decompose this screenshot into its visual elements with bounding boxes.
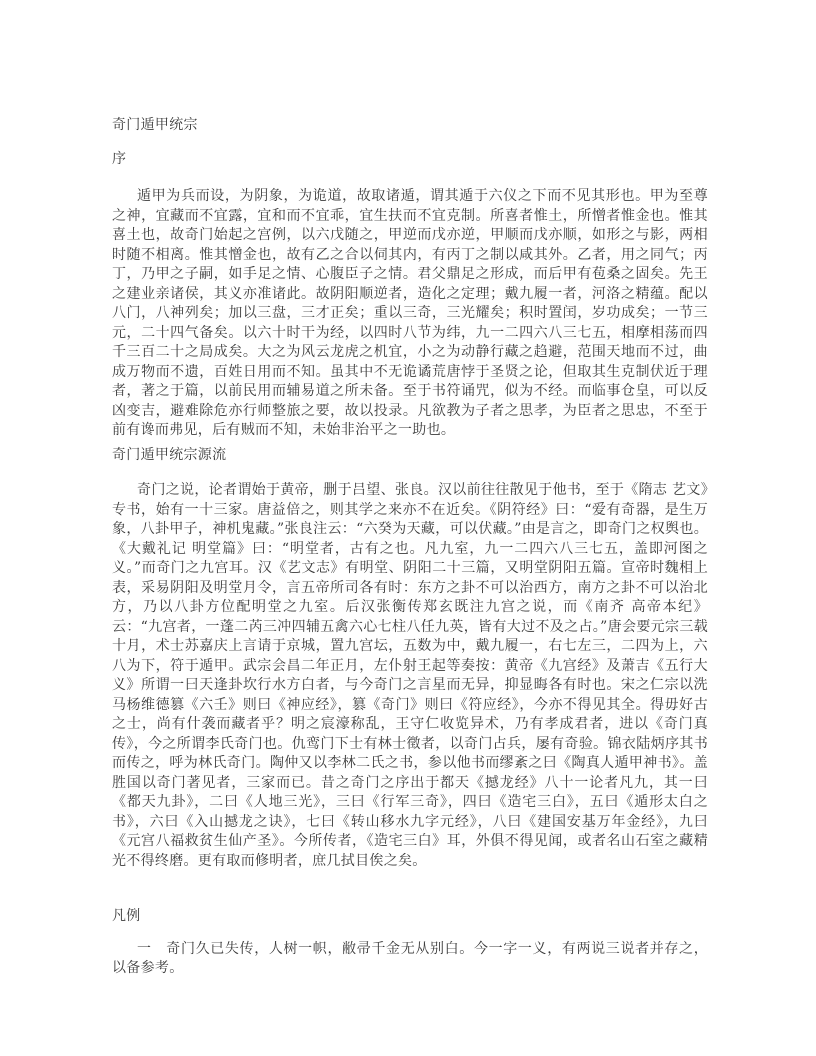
section-heading-origins: 奇门遁甲统宗源流 (112, 446, 227, 463)
section-heading-general-notes: 凡例 (112, 908, 141, 924)
document-content (112, 0, 708, 979)
section-heading-preface: 序 (112, 150, 127, 167)
document-title: 奇门遁甲统宗 (112, 117, 198, 133)
origins-paragraph: 奇门之说，论者谓始于黄帝，删于吕望、张良。汉以前往往散见于他书，至于《隋志 艺文》专书，始有一十三家。唐益倍之，则其学之来亦不在近矣。《阴符经》曰：“爱有奇器，是生万象，八卦甲子，神机鬼藏。”张良注云：“六癸为天藏，可以伏藏。”由是言之，即奇门之权舆也。《大戴礼记 明堂篇》曰：“明堂者，古有之也。凡九室，九一二四六八三七五，盖即河图之义。”而奇门之九宫耳。汉《艺文志》有明堂、阴阳二十三篇，又明堂阴阳五篇。宣帝时魏相上表，采易阴阳及明堂月令，言五帝所司各有时：东方之卦不可以治西方，南方之卦不可以治北方，乃以八卦方位配明堂之九室。后汉张衡传郑玄既注九宫之说，而《南齐 高帝本纪》云：“九宫者，一蓬二芮三冲四辅五禽六心七柱八任九英，皆有大过不及之占。”唐会要元宗三载十月，术士苏嘉庆上言请于京城，置九宫坛，五数为中，戴九履一，右七左三，二四为上，六八为下，符于遁甲。武宗会昌二年正月，左仆射王起等奏按：黄帝《九宫经》及萧吉《五行大义》所谓一曰天逢卦坎行水方白者，与今奇门之言星而无异，抑显晦各有时也。宋之仁宗以洗马杨维德篡《六壬》则曰《神应经》，篡《奇门》则曰《符应经》，今亦不得见其全。得毋好古之士，尚有什袭而藏者乎？明之宸濠称乱，王守仁收览异术，乃有孝成君者，进以《奇门真传》，今之所谓李氏奇门也。仇鸾门下士有林士徵者，以奇门占兵，屡有奇验。锦衣陆炳序其书而传之，呼为林氏奇门。陶仲又以李林二氏之书，参以他书而缪紊之曰《陶真人遁甲神书》。盖胜国以奇门著见者，三家而已。昔之奇门之序出于都天《撼龙经》八十一论者凡九，其一曰《都天九卦》，二曰《人地三光》，三曰《行军三奇》，四曰《造宅三白》，五曰《遁形太白之书》，六曰《入山撼龙之诀》，七曰《转山移水九字元经》，八曰《建国安基万年金经》，九曰《元宫八福救贫生仙产圣》。今所传者，《造宅三白》耳，外俱不得见闻，或者名山石室之藏精光不得终磨。更有取而修明者，庶几拭目俟之矣。 (112, 482, 708, 869)
preface-paragraph: 遁甲为兵而设，为阴象，为诡道，故取诸遁，谓其遁于六仪之下而不见其形也。甲为至尊之神，宜藏而不宜露，宜和而不宜乖，宜生扶而不宜克制。所喜者惟土，所憎者惟金也。惟其喜土也，故奇门始起之宫例，以六戊随之，甲逆而戊亦逆，甲顺而戊亦顺，如形之与影，两相时随不相离。惟其憎金也，故有乙之合以伺其内，有丙丁之制以咸其外。乙者，用之同气；丙丁，乃甲之子嗣，如手足之情、心腹臣子之情。君父鼎足之形成，而后甲有苞桑之固矣。先王之建业亲诸侯，其义亦准诸此。故阴阳顺逆者，造化之定理；戴九履一者，河洛之精蕴。配以八门，八神列矣；加以三盘，三才正矣；重以三奇，三光耀矣；积时置闰，岁功成矣；一节三元，二十四气备矣。以六十时干为经，以四时八节为纬，九一二四六八三七五，相摩相荡而四千三百二十之局成矣。大之为风云龙虎之机宜，小之为动静行藏之趋避，范围天地而不过，曲成万物而不遗，百姓日用而不知。虽其中不无诡谲荒唐悖于圣贤之论，但取其生克制伏近于理者，著之于篇，以前民用而辅易道之所未备。至于书符诵咒，似为不经。而临事仓皇，可以反凶变吉，避难除危亦行师整旅之要，故以投录。凡欲教为子者之思孝，为臣者之思忠，不至于前有谗而弗见，后有贼而不知，未始非治平之一助也。 (112, 188, 708, 438)
general-notes-paragraph: 一 奇门久已失传，人树一帜，敝帚千金无从别白。今一字一义，有两说三说者并存之，以备参考。 (112, 940, 708, 976)
